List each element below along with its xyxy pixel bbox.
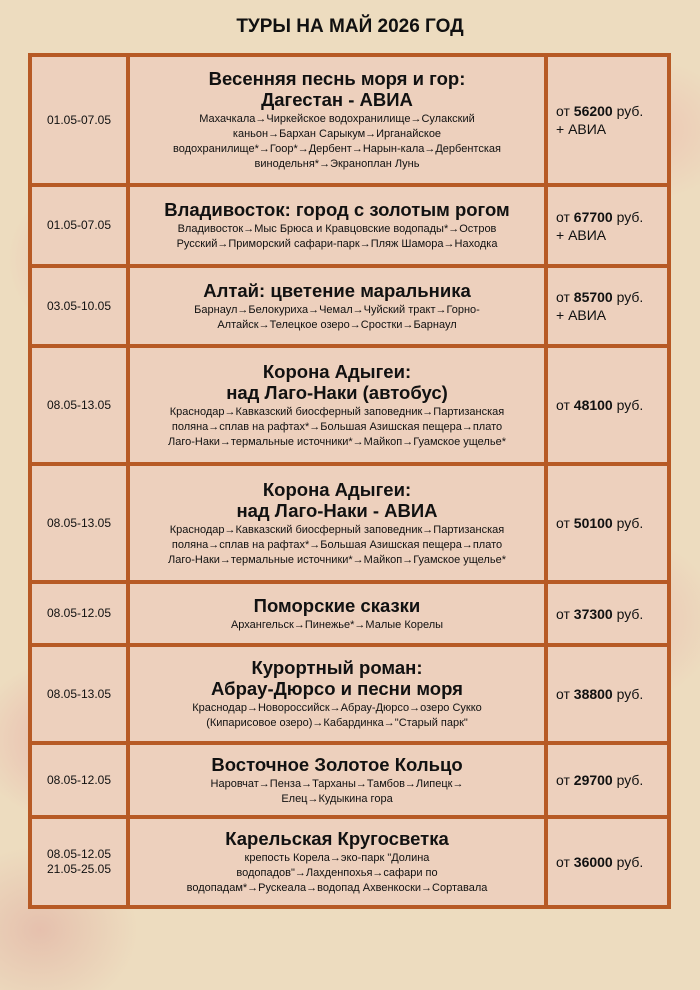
tour-route-line: винодельня*→Экраноплан Лунь: [254, 158, 420, 170]
price-amount: 48100: [573, 397, 613, 413]
tour-dates: [32, 187, 126, 264]
price-amount: 50100: [573, 515, 613, 531]
tour-route: [136, 405, 538, 450]
tour-price: [548, 57, 667, 183]
tour-route-line: Барнаул→Белокуриха→Чемал→Чуйский тракт→Горно-: [194, 303, 480, 316]
tour-description: [130, 348, 544, 462]
tour-price: [548, 187, 667, 264]
price-extra: + АВИА: [556, 226, 607, 243]
tour-title-line: над Лаго-Наки - АВИА: [236, 499, 438, 521]
tour-price-line: [556, 396, 666, 414]
tour-route: [136, 777, 538, 807]
tour-date-range: 03.05-10.05: [46, 298, 112, 313]
tour-row: [32, 466, 667, 580]
tour-route-line: Краснодар→Новороссийск→Абрау-Дюрсо→озеро Сукко: [192, 702, 482, 714]
tour-description: [130, 745, 544, 815]
tour-price-line: [556, 288, 666, 306]
tour-route-line: Алтайск→Телецкое озеро→Сростки→Барнаул: [217, 318, 457, 331]
price-unit: руб.: [616, 686, 644, 702]
tour-date-range: 08.05-12.05: [46, 606, 112, 620]
tour-route-line: Лаго-Наки→термальные источники*→Майкоп→Гуамское ущелье*: [168, 435, 506, 448]
tour-price-line: [556, 685, 666, 703]
tour-title-line: над Лаго-Наки (автобус): [226, 381, 448, 403]
tour-title-line: Карельская Кругосветка: [225, 828, 449, 849]
tour-title-line: Весенняя песнь моря и гор:: [208, 68, 466, 89]
price-unit: руб.: [616, 515, 644, 531]
price-prefix: от: [556, 605, 570, 622]
tour-dates: [32, 268, 126, 344]
tour-price: [548, 268, 667, 344]
price-amount: 37300: [573, 605, 613, 622]
tour-price: [548, 819, 667, 905]
tour-price: [548, 745, 667, 815]
tour-description: [130, 584, 544, 643]
tour-price-line: [556, 514, 666, 532]
tour-route-line: водопадов"→Лахденпохья→сафари по: [236, 867, 438, 879]
tour-description: [130, 268, 544, 344]
price-prefix: от: [556, 854, 570, 870]
tour-date-range: 08.05-13.05: [46, 397, 112, 412]
tour-dates: [32, 647, 126, 741]
price-unit: руб.: [616, 605, 644, 622]
price-prefix: от: [556, 103, 570, 119]
tour-route-line: Лаго-Наки→термальные источники*→Майкоп→Гуамское ущелье*: [168, 553, 506, 566]
price-extra: + АВИА: [556, 121, 607, 137]
tour-route-line: Русский→Приморский сафари-парк→Пляж Шамора→Находка: [176, 238, 498, 250]
price-prefix: от: [556, 515, 570, 531]
tour-route: [136, 112, 538, 172]
tour-row: [32, 348, 667, 462]
tour-route: [136, 523, 538, 568]
price-extra: + АВИА: [556, 307, 607, 323]
tour-dates: [32, 466, 126, 580]
tour-route-line: Владивосток→Мыс Брюса и Кравцовские водопады*→Остров: [177, 223, 497, 235]
tour-dates: [32, 348, 126, 462]
tour-date-range: 08.05-12.05: [46, 772, 112, 787]
tour-route: [136, 701, 538, 731]
price-unit: руб.: [616, 397, 644, 413]
tour-title-line: Поморские сказки: [253, 594, 421, 616]
tour-route-line: водопадам*→Рускеала→водопад Ахвенкоски→Сортавала: [186, 882, 488, 894]
tour-description: [130, 819, 544, 905]
tour-price-line: [556, 208, 666, 226]
tour-title-line: Абрау-Дюрсо и песни моря: [211, 678, 463, 699]
tour-price: [548, 466, 667, 580]
tour-route-line: Архангельск→Пинежье*→Малые Корелы: [230, 618, 444, 631]
tour-route-line: (Кипарисовое озеро)→Кабардинка→"Старый парк": [206, 717, 468, 729]
tour-description: [130, 187, 544, 264]
price-amount: 67700: [573, 208, 613, 225]
page-title: ТУРЫ НА МАЙ 2026 ГОД: [236, 16, 464, 37]
tour-title-line: Курортный роман:: [251, 657, 423, 678]
tour-dates: [32, 584, 126, 643]
tour-price-line: [556, 102, 666, 120]
tour-title-line: Дагестан - АВИА: [261, 89, 413, 110]
price-unit: руб.: [616, 208, 644, 225]
tour-row: [32, 745, 667, 815]
tour-date-range: 08.05-12.05: [46, 847, 112, 861]
tour-date-range: 21.05-25.05: [46, 862, 112, 876]
price-unit: руб.: [616, 289, 644, 305]
price-unit: руб.: [616, 103, 644, 119]
tour-price: [548, 647, 667, 741]
tour-price: [548, 348, 667, 462]
tour-route: [136, 618, 538, 633]
price-prefix: от: [556, 208, 570, 225]
tour-price-line: [556, 605, 666, 623]
tour-dates: [32, 57, 126, 183]
tour-route: [136, 851, 538, 896]
tours-table: [28, 53, 671, 909]
tour-row: [32, 57, 667, 183]
price-prefix: от: [556, 289, 570, 305]
tour-row: [32, 819, 667, 905]
price-prefix: от: [556, 686, 570, 702]
price-amount: 56200: [573, 103, 613, 119]
price-unit: руб.: [616, 854, 644, 870]
tour-route-line: водохранилище*→Гоор*→Дербент→Нарын-кала→Дербентская: [173, 143, 501, 155]
tour-description: [130, 57, 544, 183]
tour-route-line: крепость Корела→эко-парк "Долина: [244, 852, 430, 864]
price-amount: 36000: [573, 854, 613, 870]
tour-route-line: поляна→сплав на рафтах*→Большая Азишская пещера→плато: [171, 420, 503, 433]
tour-row: [32, 187, 667, 264]
tour-title-line: Алтай: цветение маральника: [203, 279, 471, 301]
tour-row: [32, 584, 667, 643]
price-amount: 38800: [573, 686, 613, 702]
tour-date-range: 01.05-07.05: [46, 218, 112, 232]
tour-date-range: 08.05-13.05: [46, 686, 112, 701]
tour-description: [130, 466, 544, 580]
tour-route-line: каньон→Бархан Сарыкум→Ирганайское: [232, 128, 442, 140]
tour-title-line: Корона Адыгеи:: [262, 478, 412, 500]
tour-route-line: Краснодар→Кавказский биосферный заповедник→Партизанская: [169, 405, 505, 418]
tour-route-line: Краснодар→Кавказский биосферный заповедник→Партизанская: [169, 523, 505, 536]
tour-route-line: Елец→Кудыкина гора: [281, 792, 393, 805]
tour-price: [548, 584, 667, 643]
tour-title-line: Восточное Золотое Кольцо: [211, 753, 463, 775]
price-unit: руб.: [616, 772, 644, 788]
tour-title-line: Корона Адыгеи:: [262, 360, 412, 382]
price-amount: 29700: [573, 772, 613, 788]
price-amount: 85700: [573, 289, 613, 305]
tour-description: [130, 647, 544, 741]
price-prefix: от: [556, 397, 570, 413]
tour-dates: [32, 819, 126, 905]
tour-row: [32, 647, 667, 741]
tour-price-line: [556, 771, 666, 789]
tour-title-line: Владивосток: город с золотым рогом: [164, 199, 510, 220]
tour-dates: [32, 745, 126, 815]
tour-route-line: Наровчат→Пенза→Тарханы→Тамбов→Липецк→: [210, 777, 464, 790]
tour-route: [136, 222, 538, 252]
tour-date-range: 01.05-07.05: [46, 112, 112, 127]
tour-route: [136, 303, 538, 333]
price-prefix: от: [556, 772, 570, 788]
tour-route-line: Махачкала→Чиркейское водохранилище→Сулакский: [199, 113, 475, 125]
tour-date-range: 08.05-13.05: [46, 515, 112, 530]
tour-price-line: [556, 853, 666, 871]
tour-row: [32, 268, 667, 344]
tour-route-line: поляна→сплав на рафтах*→Большая Азишская пещера→плато: [171, 538, 503, 551]
